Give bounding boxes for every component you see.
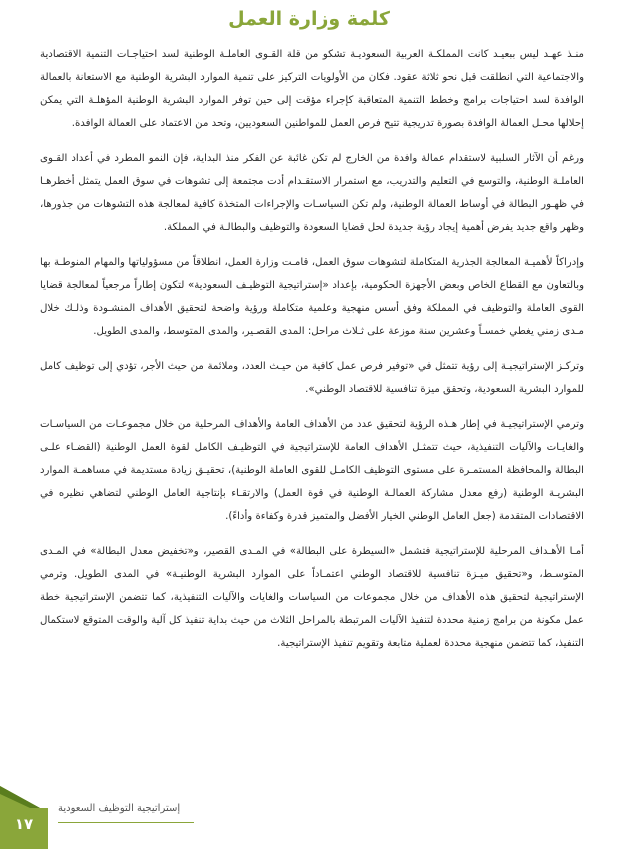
page-number: ١٧ [14,815,34,833]
paragraph-3: وإدراكاً لأهميـة المعالجة الجذرية المتكاملة لتشوهات سوق العمل، قامـت وزارة العمل، انطلاقاً من مسؤولياتها والمهام المنوطـة بها وبالتعاون مع القطاع الخاص وبعض الأجهزة الحكومية، بإعداد «إستراتيجية التوظيـف السعودية» لتكون إطاراً مرجعياً لمعالجة قضايا القوى العاملة والتوظيف في المملكة وفق أسس منهجية وعلمية متكاملة ورؤية واضحة لتحقيق الأهداف المنشـودة وذلـك خلال مـدى زمني يغطي خمسـاً وعشرين سنة موزعة على ثـلاث مراحل: المدى القصـير، والمدى المتوسط، والمدى الطويل. [40,257,584,337]
paragraph-4: وتركـز الإستراتيجيـة إلى رؤية تتمثل في «توفير فرص عمل كافية من حيـث العدد، وملائمة من حيث الأجر، تؤدي إلى توظيف كامل للموارد البشرية السعودية، وتحقق ميزة تنافسية للاقتصاد الوطني». [40,361,584,395]
footer-brand: إستراتيجية التوظيف السعودية [58,803,181,814]
paragraph-5: وترمي الإستراتيجيـة في إطار هـذه الرؤية لتحقيق عدد من الأهداف العامة والأهداف المرحلية من خلال مجموعـات من السياسـات والغايـات والآليات التنفيذية، حيث تتمثـل الأهداف العامة للإستراتيجية في التوظيـف الكامل لقوة العمل الوطنية (القضـاء علـى البطالة والمحافظة المستمـرة على مستوى التوظيف الكامـل للقوى العاملة الوطنية)، تحقيـق زيادة مستديمة في مساهمـة الموارد البشريـة الوطنية (رفع معدل مشاركة العمالـة الوطنية في قوة العمل) والارتقـاء بإنتاجية العامل الوطني لتضاهي نظيره في الاقتصادات المتقدمة (جعل العامل الوطني الخيار الأفضل والمتميز قدرة وكفاءة وأداءً). [40,419,584,522]
paragraph-6: أمـا الأهـداف المرحلية للإستراتيجية فتشمل «السيطرة على البطالة» في المـدى القصير، و«تخفيض معدل البطالة» في المـدى المتوسـط، و«تحقيق ميـزة تنافسية للاقتصاد الوطني اعتمـاداً على الموارد البشرية الوطنيـة» في المدى الطويل. وترمي الإستراتيجية لتحقيق هذه الأهداف من خلال مجموعات من السياسات والغايات والآليات التنفيذية، كما تتضمن الإستراتيجية خطة عمل مكونة من برامج زمنية محددة لتنفيذ الآليات المرتبطة بالمراحل الثلاث من حيث بداية تنفيذ كل آلية والوقت المتوقع لاستكمال التنفيذ، كما تتضمن منهجية محددة لعملية متابعة وتقويم تنفيذ الإستراتيجية. [40,546,584,649]
body-text [40,43,584,667]
paragraph-2: ورغم أن الآثار السلبية لاستقدام عمالة وافدة من الخارج لم تكن غائبة عن الفكر منذ البداية، فإن النمو المطرد في أعداد القـوى العاملـة الوطنية، والتوسع في التعليم والتدريب، مع استمرار الاستقـدام أدت مجتمعة إلى تشوهات في سوق العمل يتمثل أخطرهـا في ظهـور البطالة في أوساط العمالة الوطنية، ولم تكن السياسـات والإجراءات المتخذة كافية لمعالجة هذه التشوهات من جذورها، وظهر واقع جديد يفرض أهمية إيجاد رؤية جديدة لحل قضايا السعودة والتوظيف والبطالـة في المملكة. [40,153,584,233]
page-title: كلمة وزارة العمل [228,8,390,30]
paragraph-1: منـذ عهـد ليس ببعيـد كانت المملكـة العربية السعوديـة تشكو من قلة القـوى العاملـة الوطنية لسد احتياجـات التنمية الاقتصادية والاجتماعية التي انطلقت قبل نحو ثلاثة عقود. فكان من الأولويات التركيز على تنمية الموارد البشرية الوطنية مع الاستعانة بالعمالة الوافدة لسد احتياجات برامج وخطط التنمية المتعاقبة كإجراء مؤقت إلى حين توفر الموارد البشرية الوطنية المؤهلـة التي يمكن إحلالها محـل العمالة الوافدة بصورة تدريجية تتيح فرص العمل للمواطنين السعوديين، وتحد من الاعتماد على العمالة الوافدة. [40,49,584,129]
footer-divider [58,822,194,823]
